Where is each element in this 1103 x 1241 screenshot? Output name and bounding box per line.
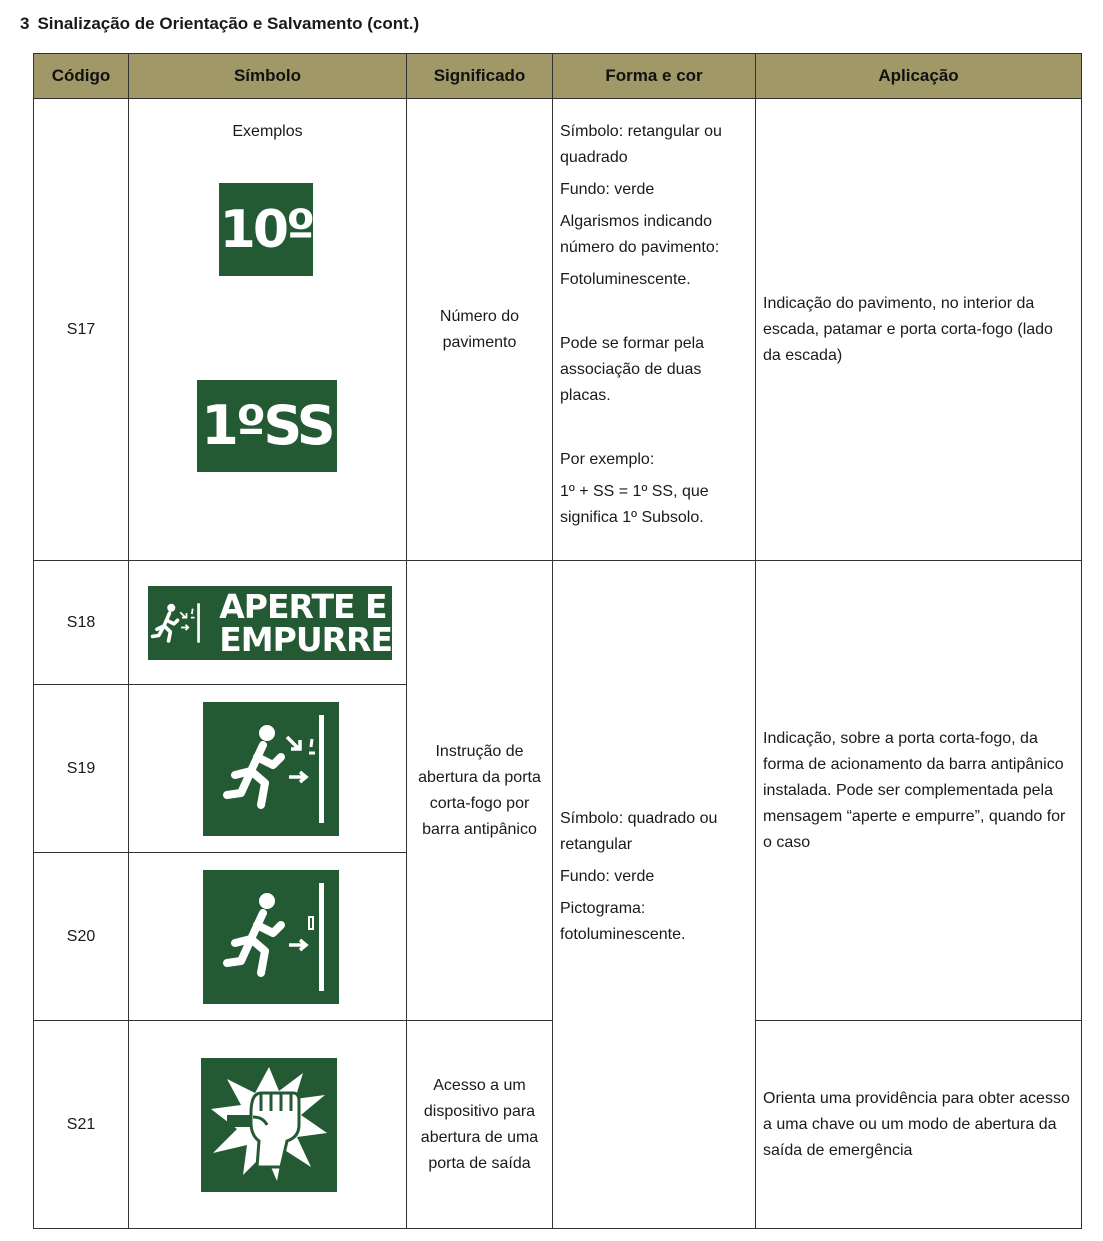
section-title [20,14,419,34]
header-significado: Significado [407,54,553,99]
section-title-text: Sinalização de Orientação e Salvamento (cont.) [37,14,420,33]
forma-group-line: Símbolo: quadrado ou retangular [560,810,718,853]
forma-s17 [553,99,756,561]
code-s20: S20 [34,853,129,1021]
aplicacao-s17: Indicação do pavimento, no interior da escada, patamar e porta corta-fogo (lado da escada) [756,99,1082,561]
floor-10-text: 10º [219,199,313,260]
running-man-push-bar-icon [211,709,331,829]
forma-group-line: Pictograma: fotoluminescente. [560,900,686,943]
significado-s17: Número do pavimento [407,99,553,561]
forma-s17-line: Fotoluminescente. [560,271,691,288]
forma-group [553,561,756,1229]
running-man-icon [148,593,205,653]
s20-sign [203,870,339,1004]
forma-s17-line: Por exemplo: [560,451,655,468]
code-s17: S17 [34,99,129,561]
table-row [34,99,1082,561]
aplicacao-group: Indicação, sobre a porta corta-fogo, da forma de acionamento da barra antipânico instalada. Pode ser complementada pela mensagem “aperte e empurre”, quando for o caso [756,561,1082,1021]
code-s19: S19 [34,685,129,853]
header-forma: Forma e cor [553,54,756,99]
break-glass-fist-icon [207,1063,331,1187]
significado-s21: Acesso a um dispositivo para abertura de uma porta de saída [407,1021,553,1229]
symbol-s19 [129,685,407,853]
table-row [34,561,1082,685]
sign-line-1: APERTE E [219,586,387,626]
s19-sign [203,702,339,836]
code-s18: S18 [34,561,129,685]
aperte-empurre-sign [148,586,392,660]
forma-s17-line: Símbolo: retangular ou quadrado [560,123,722,166]
symbol-s17 [129,99,407,561]
exemplos-label: Exemplos [232,123,303,140]
symbol-s20 [129,853,407,1021]
s21-sign [201,1058,337,1192]
running-man-push-bar-icon [211,877,331,997]
sign-line-2: EMPURRE [219,619,392,659]
header-simbolo: Símbolo [129,54,407,99]
floor-10-sign [219,183,313,276]
section-number: 3 [20,14,30,33]
significado-group: Instrução de abertura da porta corta-fogo por barra antipânico [407,561,553,1021]
floor-1ss-sign [197,380,337,472]
forma-s17-line: Algarismos indicando número do pavimento: [560,213,720,256]
forma-group-line: Fundo: verde [560,868,655,885]
header-codigo: Código [34,54,129,99]
signage-table [33,53,1082,1229]
symbol-s18 [129,561,407,685]
forma-s17-line: 1º + SS = 1º SS, que significa 1º Subsolo. [560,483,709,526]
forma-s17-line: Fundo: verde [560,181,655,198]
forma-s17-line: Pode se formar pela associação de duas placas. [560,335,705,404]
code-s21: S21 [34,1021,129,1229]
symbol-s21 [129,1021,407,1229]
floor-1ss-text: 1ºSS [201,394,333,457]
header-aplicacao: Aplicação [756,54,1082,99]
aplicacao-s21: Orienta uma providência para obter acesso a uma chave ou um modo de abertura da saída de emergência [756,1021,1082,1229]
header-row [34,54,1082,99]
